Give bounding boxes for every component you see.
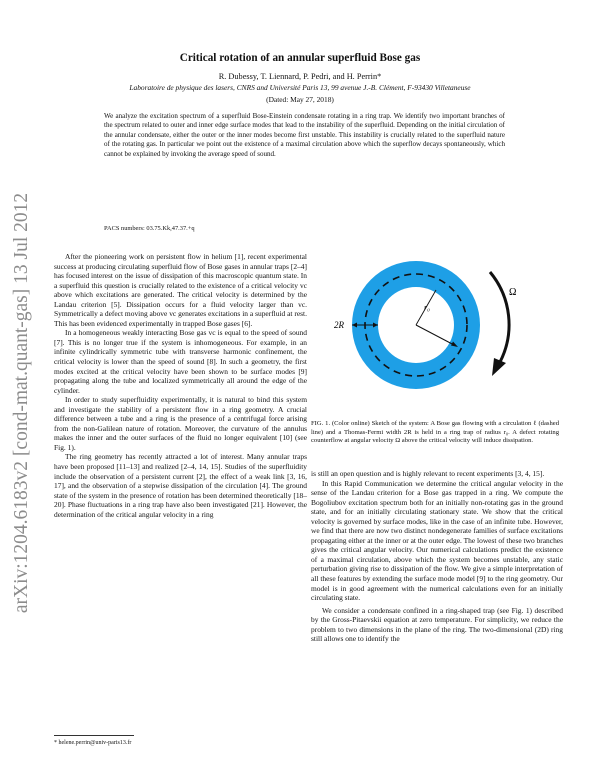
arxiv-watermark: [3, 158, 41, 648]
abstract: We analyze the excitation spectrum of a superfluid Bose-Einstein condensate rotating in a ring trap. We identify two important branches of the spectrum related to outer and inner edge surface modes that lead to the instability of the superfluid. Depending on the initial circulation of the annular condensate, either the outer or the inner modes become first unstable. This instability is crucially related to the superfluid nature of the rotating gas. In particular we point out the existence of a maximal circulation above which the superflow decays spontaneously, which cannot be explained by invoking the average speed of sound.: [104, 112, 505, 158]
label-omega: Ω: [509, 287, 517, 298]
arxiv-id: arXiv:1204.6183v2 [cond-mat.quant-gas] 13 Jul 2012: [11, 192, 32, 614]
paragraph: We consider a condensate confined in a ring-shaped trap (see Fig. 1) described by the Gross-Pitaevskii equation at zero temperature. For simplicity, we reduce the problem to two dimensions in the plane of the ring. The two-dimensional (2D) ring still allows one to identify the: [311, 605, 563, 644]
affiliation: Laboratoire de physique des lasers, CNRS and Université Paris 13, 99 avenue J.-B. Clément, F-93430 Villetaneuse: [129, 83, 471, 92]
figure-caption: FIG. 1. (Color online) Sketch of the system: A Bose gas flowing with a circulation ℓ (dashed line) and a Thomas-Fermi width 2R is held in a ring trap of radius r₀. A defect rotating counterflow at angular velocity Ω above the critical velocity will induce dissipation.: [311, 420, 559, 445]
omega-arc: [490, 272, 509, 362]
paragraph: In a homogeneous weakly interacting Bose gas vc is equal to the speed of sound [7]. This is no longer true if the system is inhomogeneous. For example, in an infinite cylindrically symmetric tube with transverse harmonic confinement, the critical velocity is lower than the speed of sound [8]. In such a geometry, the first modes excited at the critical velocity have been shown to be surface modes [9] propagating along the tube and localized symmetrically all around the edge of the cylinder.: [54, 328, 307, 395]
omega-arrow-head: [492, 358, 506, 376]
authors: R. Dubessy, T. Liennard, P. Pedri, and H. Perrin*: [218, 72, 382, 81]
pacs-numbers: PACS numbers: 03.75.Kk,47.37.+q: [104, 225, 195, 232]
right-column: [311, 469, 563, 644]
paragraph: In this Rapid Communication we determine the critical angular velocity in the sense of the Landau criterion for a Bose gas trapped in a ring. We compute the Bogoliubov excitation spectrum both for an initially non-rotating gas in the ground state, and for an initially circulating stationary state. We show that the critical velocity is governed by surface modes, like in the case of an infinite tube. However, we find that there are now two distinct nondegenerate families of surface excitations propagating either at the inner or at the outer edge. The lowest of these two branches gives the critical angular velocity. Our numerical calculations predict the existence of a maximal circulation, above which the system becomes unstable, any static perturbation giving rise to dissipation of the flow. We give a simple interpretation of all these features by extending the surface mode model [9] to the ring geometry. Our model is in good agreement with the numerical calculations even for an initially circulating state.: [311, 478, 563, 603]
left-column: [54, 252, 307, 519]
footnote-rule: [54, 735, 134, 736]
label-r0: r₀: [424, 303, 430, 312]
date: (Dated: May 27, 2018): [266, 95, 334, 104]
paragraph: In order to study superfluidity experimentally, it is natural to bind this system and investigate the stability of a persistent flow in a ring geometry. A crucial difference between a tube and a ring is the presence of a centrifugal force arising from the non-Galilean nature of rotation. Moreover, the curvature of the annulus makes the inner and the outer surfaces of the fluid no longer equivalent [10] (see Fig. 1).: [54, 395, 307, 452]
figure-ring-sketch: [334, 250, 560, 410]
paragraph: After the pioneering work on persistent flow in helium [1], recent experimental success at producing circulating superfluid flow of Bose gases in annular traps [2–4] has focused interest on the issue of dissipation of this macroscopic quantum state. In a superfluid this question is crucially related to the existence of a critical velocity vc above which excitations are generated. The critical velocity is determined by the Landau criterion [5]. Dissipation occurs for a fluid velocity larger than vc. Symmetrically a defect moving above vc generates excitations in a superfluid at rest. This has been evidenced experimentally in trapped Bose gases [6].: [54, 252, 307, 328]
paragraph: The ring geometry has recently attracted a lot of interest. Many annular traps have been proposed [11–13] and realized [2–4, 14, 15]. Studies of the superfluidity include the observation of a persistent current [2], the effect of a weak link [3, 16, 17], and the observation of a stepwise dissipation of the circulation [4]. The ground state of the system in the presence of rotation has been determined theoretically [18–20]. Phase fluctuations in a ring trap have also been investigated [21]. However, the determination of the critical angular velocity in a ring: [54, 452, 307, 519]
paper-title: Critical rotation of an annular superfluid Bose gas: [179, 52, 421, 64]
paragraph: is still an open question and is highly relevant to recent experiments [3, 4, 15].: [311, 469, 545, 478]
footnote: * helene.perrin@univ-paris13.fr: [54, 740, 132, 746]
label-2R: 2R: [334, 320, 344, 330]
